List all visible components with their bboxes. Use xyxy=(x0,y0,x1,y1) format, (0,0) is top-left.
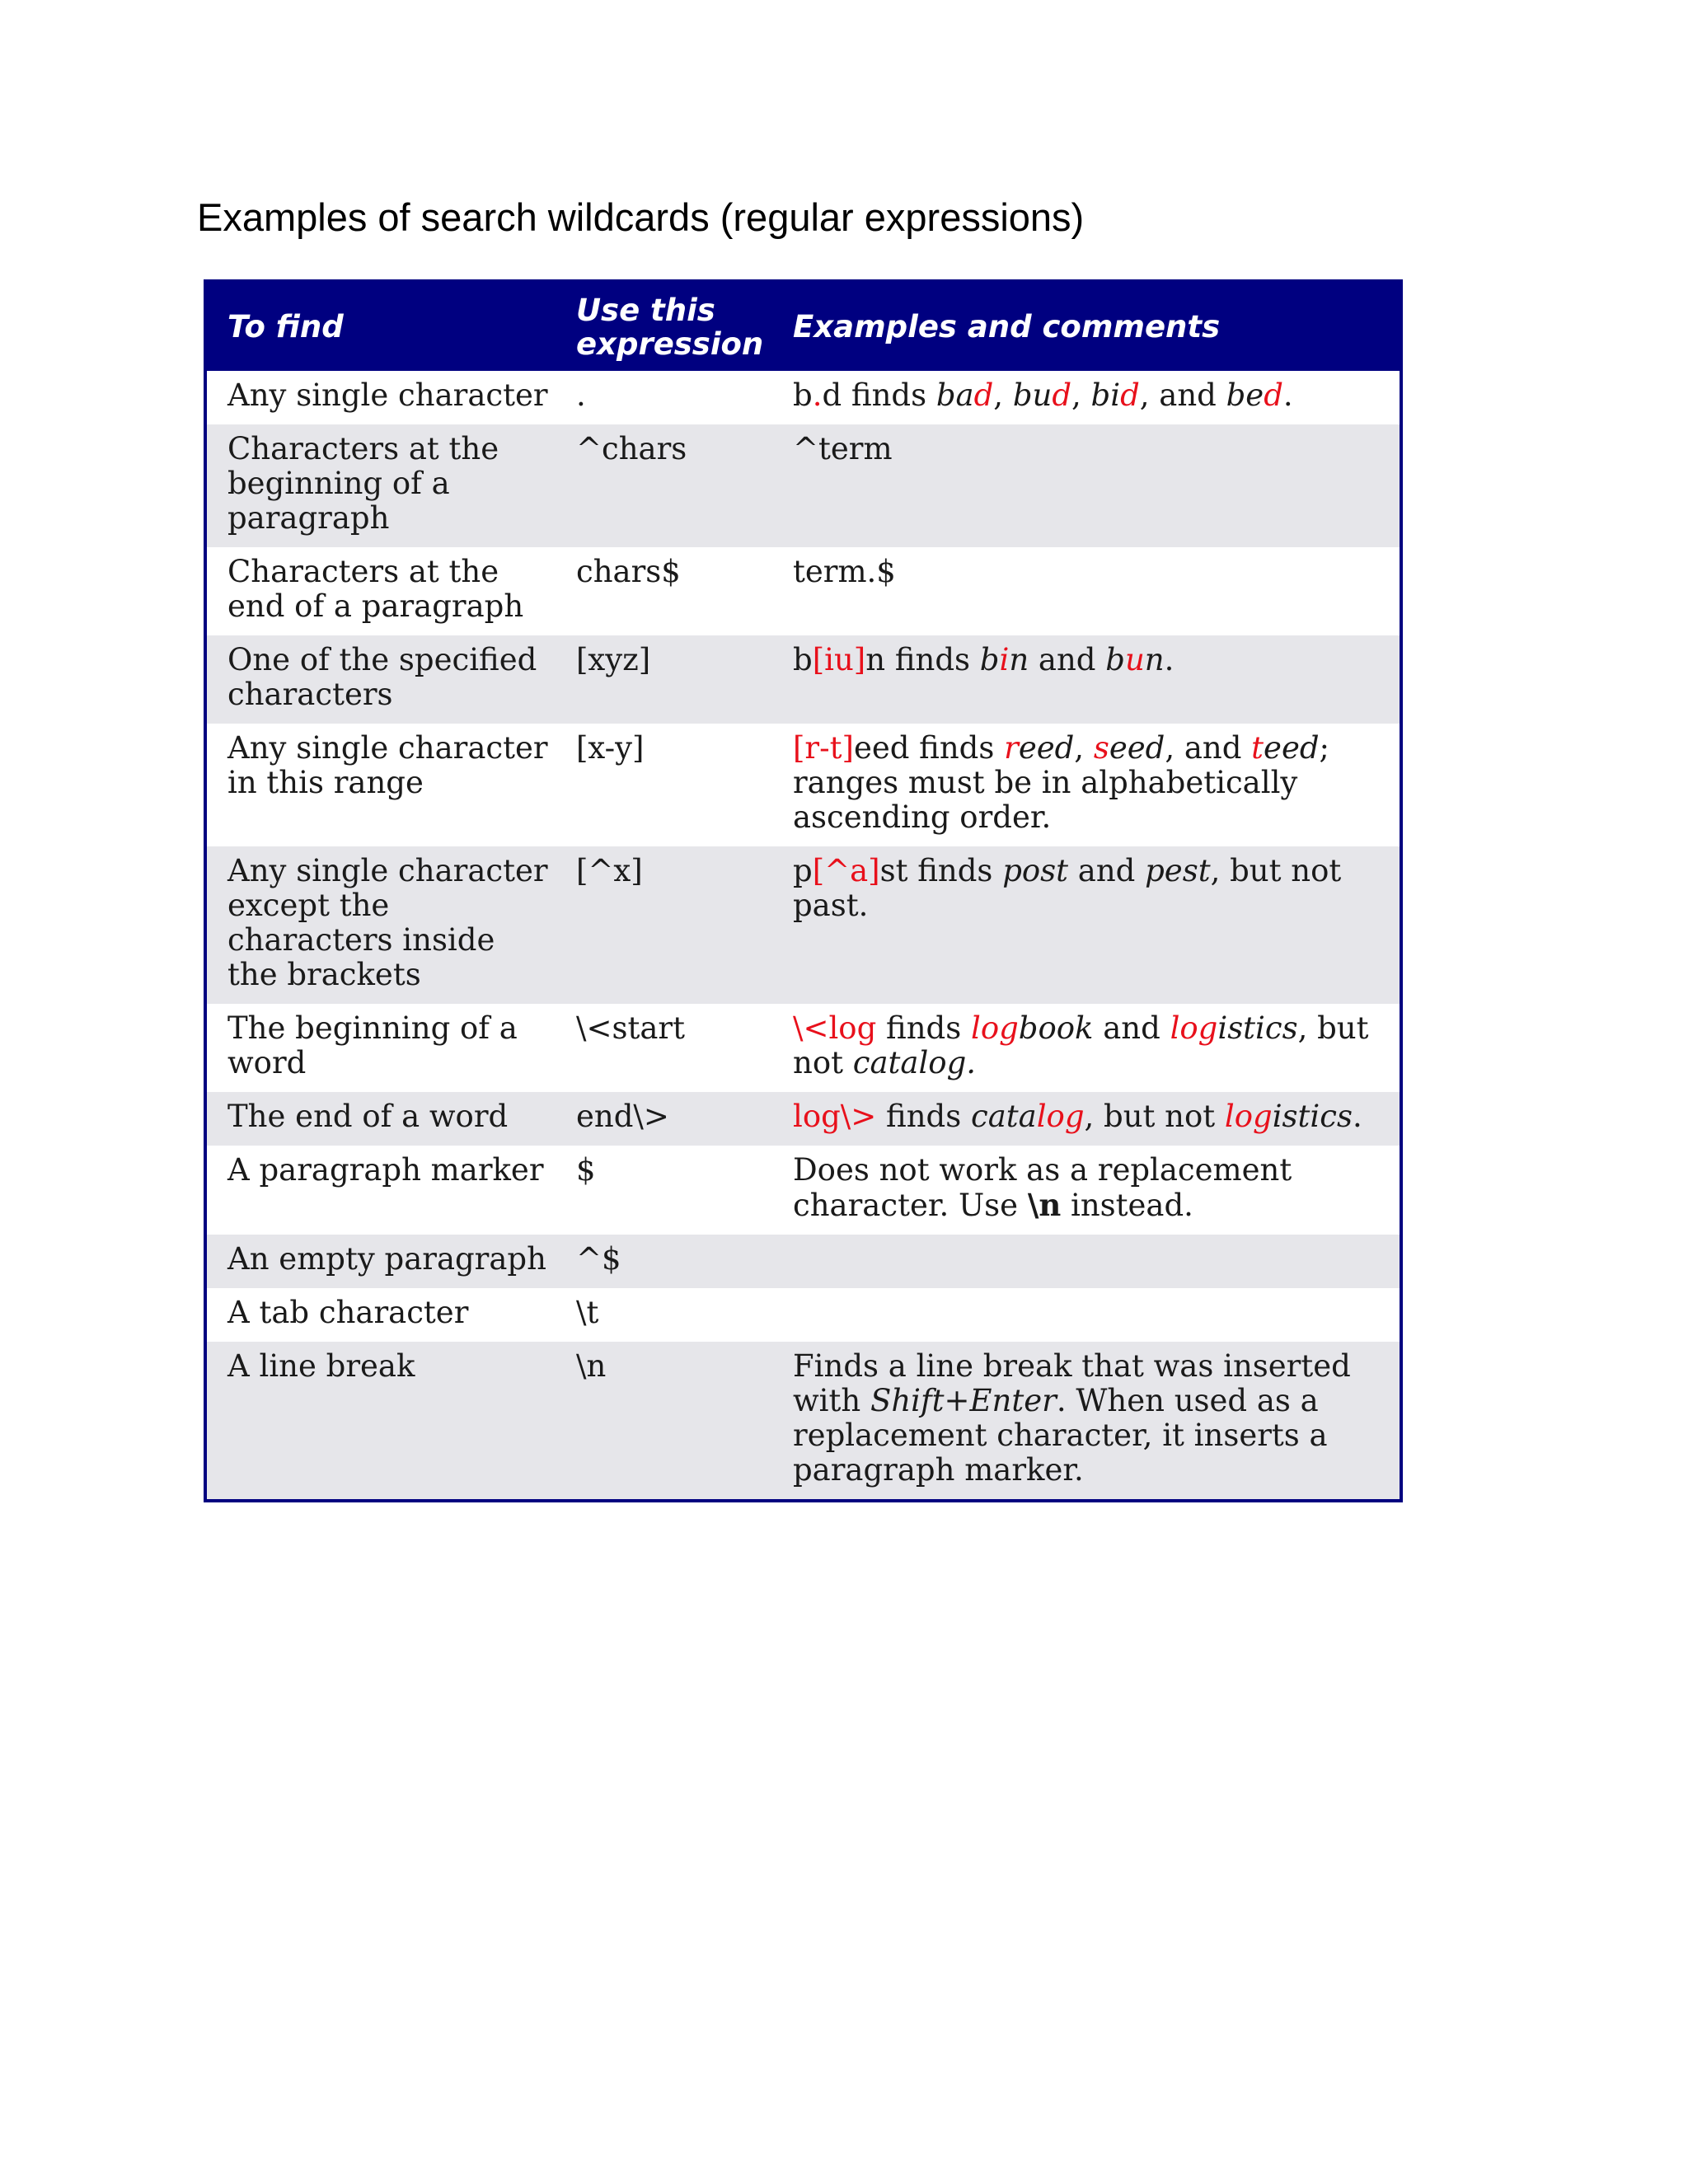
example-text-segment: d xyxy=(1120,377,1140,413)
example-cell xyxy=(793,424,1400,547)
example-text-segment: p xyxy=(793,853,813,888)
example-text-segment: d finds xyxy=(822,377,936,413)
table-body xyxy=(207,371,1400,1499)
example-text-segment: finds xyxy=(876,1010,971,1046)
example-text-segment: b xyxy=(793,642,813,677)
example-text-segment: bu xyxy=(1012,377,1053,413)
table-row xyxy=(207,1004,1400,1092)
table-row xyxy=(207,635,1400,724)
page-title: Examples of search wildcards (regular expressions) xyxy=(197,195,1085,239)
example-text-segment: [iu] xyxy=(812,642,866,677)
example-text-segment: , but not xyxy=(1084,1099,1225,1134)
example-text-segment: b xyxy=(793,377,813,413)
to-find-cell: Any single character in this range xyxy=(207,724,557,846)
expression-cell: \t xyxy=(557,1288,793,1342)
example-cell xyxy=(793,635,1400,724)
example-text-segment: . xyxy=(1352,1099,1362,1134)
example-text-segment: d xyxy=(1264,377,1283,413)
example-text-segment: , and xyxy=(1139,377,1226,413)
example-text-segment: catalog. xyxy=(852,1045,977,1080)
example-text-segment: , xyxy=(993,377,1013,413)
example-text-segment: post xyxy=(1002,853,1069,888)
header-use-expression: Use this expression xyxy=(557,283,793,371)
to-find-cell: A tab character xyxy=(207,1288,557,1342)
example-text-segment: eed xyxy=(1264,730,1320,766)
example-text-segment: istics xyxy=(1272,1099,1353,1134)
table-row xyxy=(207,724,1400,846)
example-text-segment: . xyxy=(1164,642,1175,677)
example-text-segment: eed xyxy=(1109,730,1165,766)
to-find-cell: The end of a word xyxy=(207,1092,557,1146)
example-text-segment: eed finds xyxy=(853,730,1005,766)
example-text-segment: st finds xyxy=(879,853,1003,888)
expression-cell: ^$ xyxy=(557,1235,793,1288)
example-text-segment: instead. xyxy=(1061,1188,1193,1223)
table-row xyxy=(207,1235,1400,1288)
expression-cell: [xyz] xyxy=(557,635,793,724)
example-text-segment: ^term xyxy=(793,431,893,466)
expression-cell: ^chars xyxy=(557,424,793,547)
example-cell xyxy=(793,1092,1400,1146)
to-find-cell: One of the specified characters xyxy=(207,635,557,724)
table-row xyxy=(207,1342,1400,1499)
example-text-segment: i xyxy=(999,642,1010,677)
example-text-segment: . xyxy=(1282,377,1293,413)
example-text-segment: . When used as a replacement character, it inserts a paragraph marker. xyxy=(793,1383,1328,1488)
example-text-segment: b xyxy=(979,642,1000,677)
example-text-segment: Shift+Enter xyxy=(870,1383,1057,1418)
example-text-segment: n finds xyxy=(865,642,980,677)
table-row xyxy=(207,1092,1400,1146)
example-text-segment: s xyxy=(1093,730,1109,766)
to-find-cell: A line break xyxy=(207,1342,557,1499)
example-text-segment: bi xyxy=(1090,377,1121,413)
example-text-segment: , but not xyxy=(793,1010,1369,1080)
header-examples: Examples and comments xyxy=(793,283,1400,371)
example-text-segment: istics xyxy=(1217,1010,1298,1046)
to-find-cell: Any single character except the characters inside the brackets xyxy=(207,846,557,1004)
example-text-segment: n xyxy=(1144,642,1165,677)
header-to-find: To find xyxy=(207,283,557,371)
example-text-segment: ba xyxy=(935,377,974,413)
expression-cell: \n xyxy=(557,1342,793,1499)
example-text-segment: log\> xyxy=(793,1099,877,1134)
expression-cell: \<start xyxy=(557,1004,793,1092)
expression-cell: [^x] xyxy=(557,846,793,1004)
example-text-segment: [^a] xyxy=(812,853,880,888)
to-find-cell: An empty paragraph xyxy=(207,1235,557,1288)
table-row xyxy=(207,424,1400,547)
example-text-segment: and xyxy=(1068,853,1146,888)
example-text-segment: , xyxy=(1074,730,1094,766)
example-cell xyxy=(793,1146,1400,1235)
example-cell xyxy=(793,724,1400,846)
to-find-cell: A paragraph marker xyxy=(207,1146,557,1235)
example-text-segment: and xyxy=(1029,642,1106,677)
example-text-segment: log xyxy=(1224,1099,1273,1134)
example-text-segment: term.$ xyxy=(793,554,896,589)
example-cell xyxy=(793,1342,1400,1499)
example-text-segment: , and xyxy=(1165,730,1252,766)
example-text-segment: Does not work as a replacement character. Use xyxy=(793,1152,1292,1223)
example-text-segment: . xyxy=(812,377,823,413)
example-text-segment: log xyxy=(970,1010,1019,1046)
example-text-segment: pest xyxy=(1145,853,1211,888)
example-text-segment: \n xyxy=(1027,1187,1062,1223)
expression-cell: $ xyxy=(557,1146,793,1235)
example-text-segment: b xyxy=(1105,642,1125,677)
table-header-row xyxy=(207,283,1400,371)
expression-cell: [x-y] xyxy=(557,724,793,846)
example-text-segment: , xyxy=(1071,377,1091,413)
to-find-cell: The beginning of a word xyxy=(207,1004,557,1092)
example-text-segment: ranges must be in alphabetically ascending order. xyxy=(793,765,1298,835)
expression-cell: end\> xyxy=(557,1092,793,1146)
table-row xyxy=(207,1146,1400,1235)
example-text-segment: \<log xyxy=(793,1010,877,1046)
wildcards-table xyxy=(204,279,1403,1502)
example-text-segment: [r-t] xyxy=(793,730,854,766)
example-cell xyxy=(793,1288,1400,1342)
expression-cell: . xyxy=(557,371,793,424)
table-row xyxy=(207,547,1400,635)
example-text-segment: ; xyxy=(1319,730,1329,766)
example-text-segment: Finds a line break that was inserted with xyxy=(793,1348,1351,1418)
example-text-segment: n xyxy=(1009,642,1029,677)
table-row xyxy=(207,371,1400,424)
example-cell xyxy=(793,547,1400,635)
example-text-segment: eed xyxy=(1018,730,1075,766)
wildcards-table-grid xyxy=(207,283,1400,1499)
expression-cell: chars$ xyxy=(557,547,793,635)
example-text-segment: finds xyxy=(876,1099,971,1134)
example-text-segment: r xyxy=(1004,730,1019,766)
example-cell xyxy=(793,1235,1400,1288)
example-text-segment: log xyxy=(1170,1010,1218,1046)
to-find-cell: Any single character xyxy=(207,371,557,424)
example-text-segment: be xyxy=(1226,377,1264,413)
example-cell xyxy=(793,371,1400,424)
example-text-segment: book xyxy=(1018,1010,1094,1046)
example-text-segment: t xyxy=(1251,730,1264,766)
example-cell xyxy=(793,1004,1400,1092)
example-text-segment: u xyxy=(1124,642,1145,677)
example-text-segment: , but not past. xyxy=(793,853,1342,923)
table-row xyxy=(207,1288,1400,1342)
to-find-cell: Characters at the beginning of a paragraph xyxy=(207,424,557,547)
example-text-segment: log xyxy=(1036,1099,1085,1134)
example-text-segment: cata xyxy=(970,1099,1037,1134)
example-text-segment: d xyxy=(1052,377,1072,413)
table-row xyxy=(207,846,1400,1004)
example-text-segment: and xyxy=(1093,1010,1170,1046)
to-find-cell: Characters at the end of a paragraph xyxy=(207,547,557,635)
example-cell xyxy=(793,846,1400,1004)
example-text-segment: d xyxy=(973,377,994,413)
